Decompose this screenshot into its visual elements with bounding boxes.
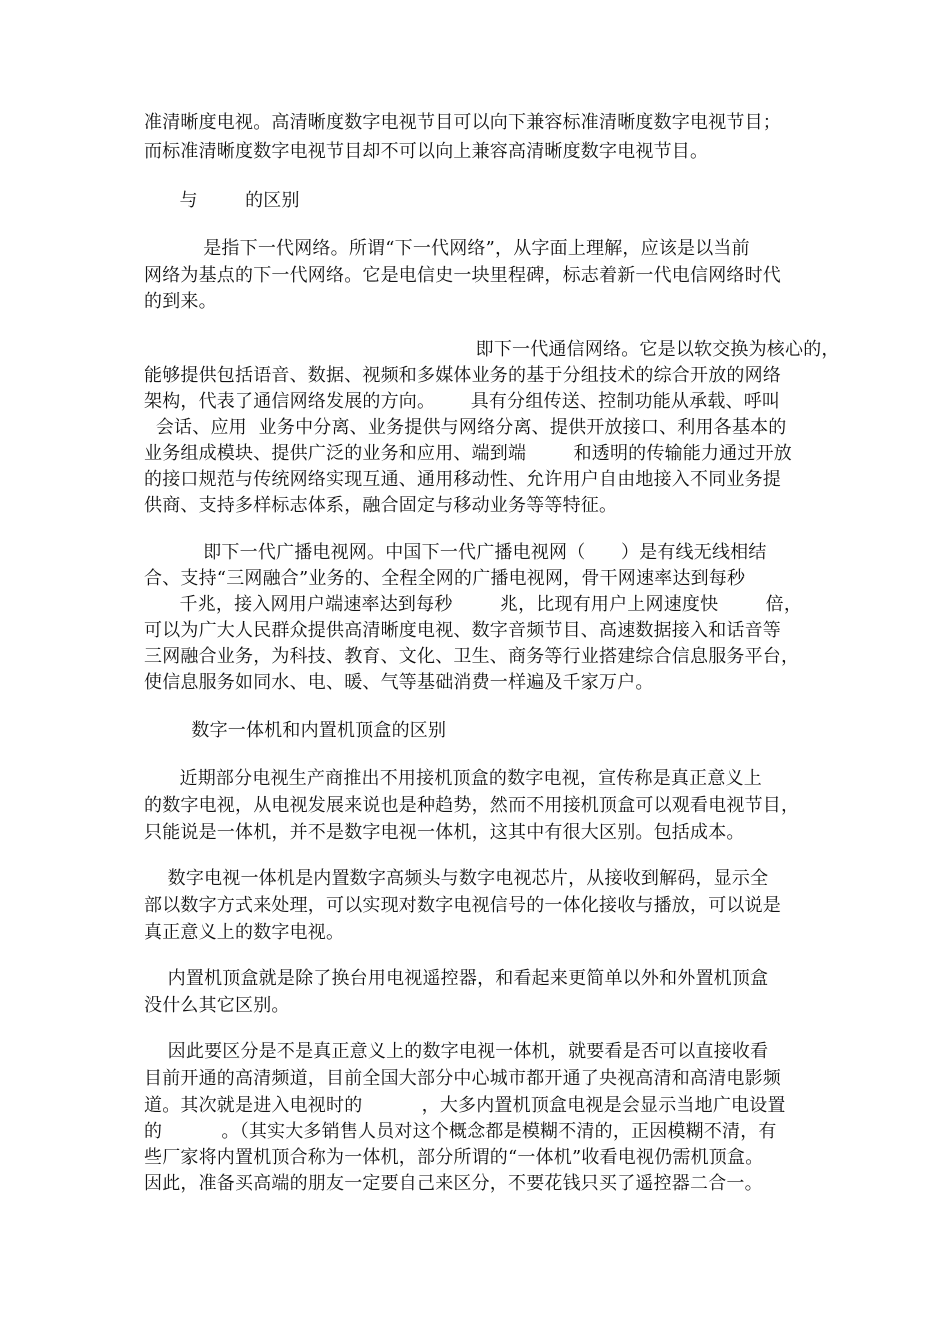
paragraph-line: 的 。（其实大多销售人员对这个概念都是模糊不清的，正因模糊不清，有	[144, 1121, 777, 1142]
paragraph-line: 三网融合业务，为科技、教育、文化、卫生、商务等行业搭建综合信息服务平台，	[144, 646, 800, 667]
paragraph-line: 即下一代通信网络。它是以软交换为核心的，	[144, 339, 840, 360]
section-heading: 与 的区别	[144, 190, 300, 211]
paragraph-line: 目前开通的高清频道，目前全国大部分中心城市都开通了央视高清和高清电影频	[144, 1068, 781, 1089]
paragraph-line: 可以为广大人民群众提供高清晰度电视、数字音频节目、高速数据接入和话音等	[144, 620, 781, 641]
paragraph-line: 没什么其它区别。	[144, 995, 290, 1016]
paragraph-line: 架构，代表了通信网络发展的方向。 具有分组传送、控制功能从承载、呼叫	[144, 391, 781, 412]
paragraph-line: 的接口规范与传统网络实现互通、通用移动性、允许用户自由地接入不同业务提	[144, 469, 781, 490]
paragraph-line: 的到来。	[144, 291, 217, 312]
paragraph-line: 准清晰度电视。高清晰度数字电视节目可以向下兼容标准清晰度数字电视节目；	[144, 112, 781, 133]
paragraph-line: 只能说是一体机，并不是数字电视一体机，这其中有很大区别。包括成本。	[144, 822, 745, 843]
paragraph-line: 道。其次就是进入电视时的 ，大多内置机顶盒电视是会显示当地广电设置	[144, 1095, 786, 1116]
paragraph-line: 内置机顶盒就是除了换台用电视遥控器，和看起来更简单以外和外置机顶盒	[144, 968, 769, 989]
paragraph-line: 即下一代广播电视网。中国下一代广播电视网（ ）是有线无线相结	[144, 542, 767, 563]
paragraph-line: 些厂家将内置机顶合称为一体机，部分所谓的“一体机”收看电视仍需机顶盒。	[144, 1147, 764, 1168]
paragraph-line: 近期部分电视生产商推出不用接机顶盒的数字电视，宣传称是真正意义上	[144, 768, 762, 789]
paragraph-line: 数字电视一体机是内置数字高频头与数字电视芯片，从接收到解码，显示全	[144, 868, 769, 889]
paragraph-line: 业务组成模块、提供广泛的业务和应用、端到端 和透明的传输能力通过开放	[144, 443, 792, 464]
paragraph-line: 使信息服务如同水、电、暖、气等基础消费一样遍及千家万户。	[144, 672, 654, 693]
paragraph-line: 千兆，接入网用户端速率达到每秒 兆，比现有用户上网速度快 倍，	[144, 594, 803, 615]
paragraph-line: 因此要区分是不是真正意义上的数字电视一体机，就要看是否可以直接收看	[144, 1041, 769, 1062]
paragraph-line: 是指下一代网络。所谓“下一代网络”，从字面上理解，应该是以当前	[144, 238, 750, 259]
paragraph-line: 部以数字方式来处理，可以实现对数字电视信号的一体化接收与播放，可以说是	[144, 895, 781, 916]
paragraph-line: 网络为基点的下一代网络。它是电信史一块里程碑，标志着新一代电信网络时代	[144, 265, 781, 286]
paragraph-line: 真正意义上的数字电视。	[144, 922, 345, 943]
paragraph-line: 会话、应用 业务中分离、业务提供与网络分离、提供开放接口、利用各基本的	[144, 417, 787, 438]
paragraph-line: 能够提供包括语音、数据、视频和多媒体业务的基于分组技术的综合开放的网络	[144, 365, 781, 386]
paragraph-line: 供商、支持多样标志体系，融合固定与移动业务等等特征。	[144, 495, 618, 516]
paragraph-line: 因此，准备买高端的朋友一定要自己来区分，不要花钱只买了遥控器二合一。	[144, 1173, 763, 1194]
section-heading: 数字一体机和内置机顶盒的区别	[144, 720, 447, 741]
paragraph-line: 合、支持“三网融合”业务的、全程全网的广播电视网，骨干网速率达到每秒	[144, 568, 746, 589]
paragraph-line: 的数字电视，从电视发展来说也是种趋势，然而不用接机顶盒可以观看电视节目，	[144, 795, 800, 816]
paragraph-line: 而标准清晰度数字电视节目却不可以向上兼容高清晰度数字电视节目。	[144, 141, 709, 162]
